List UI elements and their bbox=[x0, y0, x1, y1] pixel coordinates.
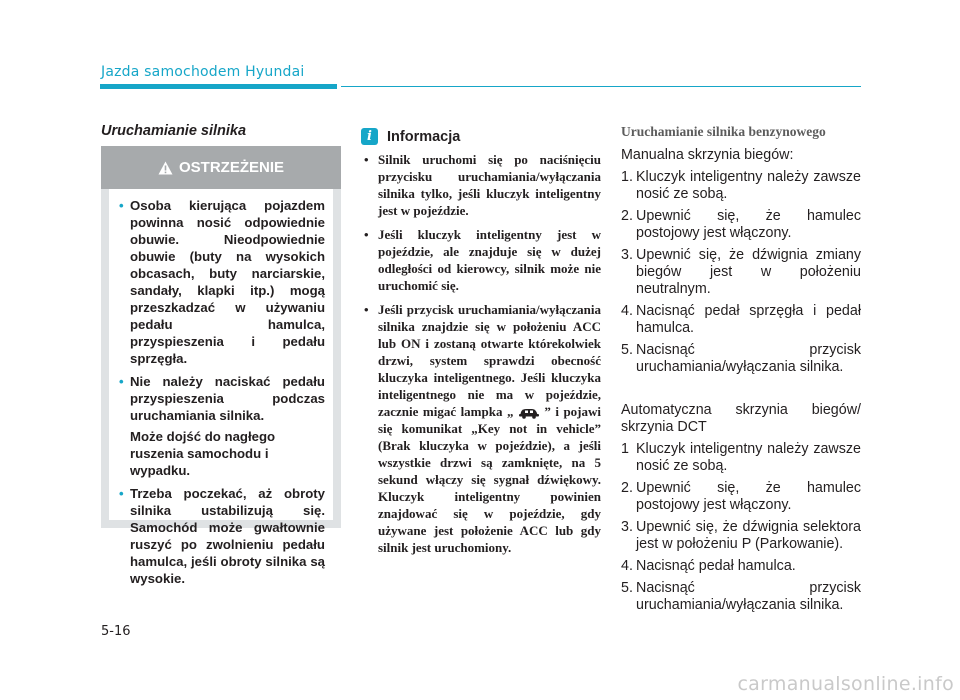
key-not-in-vehicle-icon bbox=[518, 407, 540, 419]
chapter-title: Jazda samochodem Hyundai bbox=[101, 64, 305, 80]
manual-transmission-label: Manualna skrzynia biegów: bbox=[621, 147, 794, 163]
gasoline-section-title: Uruchamianie silnika benzynowego bbox=[621, 124, 826, 139]
warning-title: OSTRZEŻENIE bbox=[178, 159, 284, 176]
page-number: 5-16 bbox=[101, 624, 131, 639]
bullet-icon: • bbox=[119, 198, 124, 213]
auto-step: 3. Upewnić się, że dźwignia selektora jest w położeniu P (Parkowanie). bbox=[621, 519, 861, 552]
bullet-icon: • bbox=[364, 152, 369, 167]
watermark: carmanualsonline.info bbox=[737, 673, 954, 695]
warning-triangle-icon bbox=[158, 161, 173, 175]
section-title: Uruchamianie silnika bbox=[101, 123, 247, 139]
auto-step: 5. Nacisnąć przycisk uruchamiania/wyłączania silnika. bbox=[621, 580, 861, 613]
manual-step: 2. Upewnić się, że hamulec postojowy jest włączony. bbox=[621, 208, 861, 241]
auto-step: 4. Nacisnąć pedał hamulca. bbox=[621, 558, 796, 574]
warning-box bbox=[101, 146, 341, 586]
bullet-icon: • bbox=[119, 374, 124, 389]
automatic-transmission-label: Automatyczna skrzynia biegów/ skrzynia DCT bbox=[621, 402, 861, 435]
warning-content bbox=[109, 189, 333, 586]
bullet-icon: • bbox=[364, 302, 369, 317]
info-heading bbox=[361, 128, 460, 145]
header-accent-bar bbox=[100, 84, 337, 89]
manual-step: 1. Kluczyk inteligentny należy zawsze nosić ze sobą. bbox=[621, 169, 861, 202]
info-item: • Jeśli przycisk uruchamiania/wyłączania silnika znajdzie się w położeniu ACC lub ON i zostaną otwarte którekolwiek drzwi, system sprawdzi obecność kluczyka inteligentnego. Jeśli kluczyka inteligentnego nie ma w pojeździe, zacznie migać lampka „ ” i pojawi się komunikat „Key not in vehicle” (Brak kluczyka w pojeździe), a jeśli wszystkie drzwi są zamknięte, na 5 sekund włączy się sygnał dźwiękowy. Kluczyk inteligentny powinien znajdować się w pojeździe, gdy używane jest położenie ACC lub gdy silnik jest uruchomiony. bbox=[364, 302, 601, 555]
warning-item: • Osoba kierująca pojazdem powinna nosić odpowiednie obuwie. Nieodpowiednie obuwie (buty na wysokich obcasach, buty narciarskie, sandały, klapki itp.) mogą przeszkadzać w używaniu pedału hamulca, przyspieszenia i pedału sprzęgła. bbox=[119, 198, 325, 366]
bullet-icon: • bbox=[364, 227, 369, 242]
warning-item: • Nie należy naciskać pedału przyspieszenia podczas uruchamiania silnika. bbox=[119, 374, 325, 423]
info-title: Informacja bbox=[387, 128, 461, 145]
auto-step: 2. Upewnić się, że hamulec postojowy jest włączony. bbox=[621, 480, 861, 513]
warning-header bbox=[101, 146, 341, 189]
info-item: • Jeśli kluczyk inteligentny jest w pojeździe, ale znajduje się w dużej odległości od kierowcy, silnik może nie uruchomić się. bbox=[364, 227, 601, 293]
gasoline-start-section bbox=[621, 124, 861, 619]
warning-item: • Trzeba poczekać, aż obroty silnika ustabilizują się. Samochód może gwałtownie ruszyć po zwolnieniu pedału hamulca, jeśli obroty silnika są wysokie. bbox=[119, 486, 325, 586]
bullet-icon: • bbox=[119, 486, 124, 501]
info-item: • Silnik uruchomi się po naciśnięciu przycisku uruchamiania/wyłączania silnika tylko, jeśli kluczyk inteligentny jest w pojeździe. bbox=[364, 152, 601, 218]
header-rule bbox=[341, 86, 861, 87]
manual-step: 3. Upewnić się, że dźwignia zmiany biegów jest w położeniu neutralnym. bbox=[621, 247, 861, 297]
manual-step: 4. Nacisnąć pedał sprzęgła i pedał hamulca. bbox=[621, 303, 861, 336]
manual-step: 5. Nacisnąć przycisk uruchamiania/wyłączania silnika. bbox=[621, 342, 861, 375]
info-icon: i bbox=[361, 128, 378, 145]
warning-list bbox=[119, 197, 325, 593]
auto-step: 1 Kluczyk inteligentny należy zawsze nosić ze sobą. bbox=[621, 441, 861, 474]
info-list bbox=[364, 151, 601, 563]
warning-subnote: Może dojść do nagłego ruszenia samochodu i wypadku. bbox=[130, 429, 276, 478]
